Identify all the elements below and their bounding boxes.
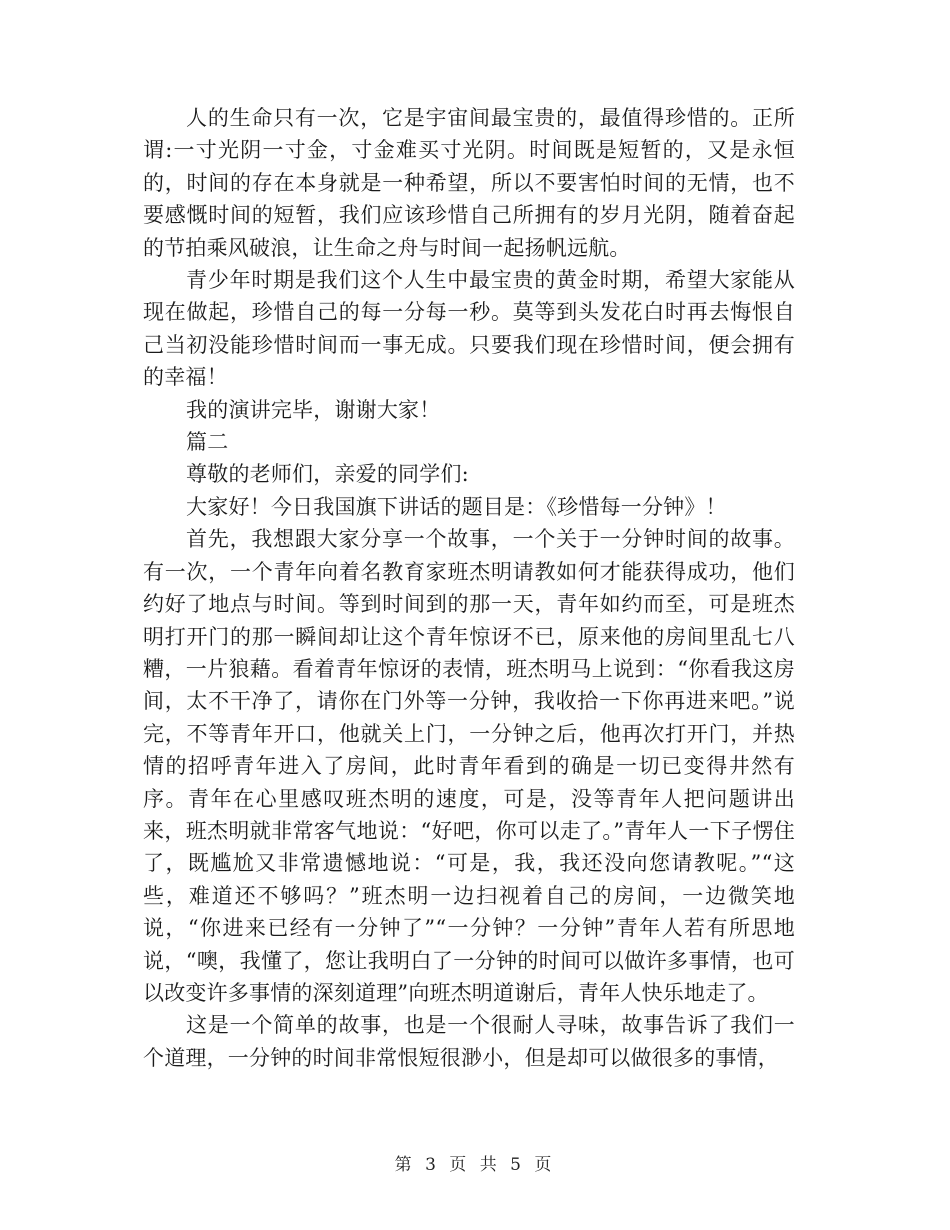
page-number-footer: 第 3 页 共 5 页: [394, 1155, 556, 1175]
paragraph-salutation: 尊敬的老师们，亲爱的同学们:: [186, 462, 469, 487]
section-heading-part-two: 篇二: [186, 430, 229, 455]
paragraph-youth: 青少年时期是我们这个人生中最宝贵的黄金时期，希望大家能从现在做起，珍惜自己的每一分每一秒。莫等到头发花白时再去悔恨自己当初没能珍惜时间而一事无成。只要我们现在珍惜时间，便会拥有的幸福！: [143, 268, 795, 390]
paragraph-life-once: 人的生命只有一次，它是宇宙间最宝贵的，最值得珍惜的。正所谓:一寸光阴一寸金，寸金难买寸光阴。时间既是短暂的，又是永恒的，时间的存在本身就是一种希望，所以不要害怕时间的无情，也不要感慨时间的短暂，我们应该珍惜自己所拥有的岁月光阴，随着奋起的节拍乘风破浪，让生命之舟与时间一起扬帆远航。: [143, 106, 795, 260]
document-body: [143, 102, 795, 1074]
paragraph-speech-end: 我的演讲完毕，谢谢大家！: [186, 397, 441, 422]
paragraph-greeting: 大家好！今日我国旗下讲话的题目是：《珍惜每一分钟》！: [186, 494, 727, 519]
paragraph-story: 首先，我想跟大家分享一个故事，一个关于一分钟时间的故事。有一次，一个青年向着名教育家班杰明请教如何才能获得成功，他们约好了地点与时间。等到时间到的那一天，青年如约而至，可是班杰明打开门的那一瞬间却让这个青年惊讶不已，原来他的房间里乱七八糟，一片狼藉。看着青年惊讶的表情，班杰明马上说到：“你看我这房间，太不干净了，请你在门外等一分钟，我收拾一下你再进来吧。”说完，不等青年开口，他就关上门，一分钟之后，他再次打开门，并热情的招呼青年进入了房间，此时青年看到的确是一切已变得井然有序。青年在心里感叹班杰明的速度，可是，没等青年人把问题讲出来，班杰明就非常客气地说：“好吧，你可以走了。”青年人一下子愣住了，既尴尬又非常遗憾地说：“可是，我，我还没向您请教呢。”“这些，难道还不够吗？”班杰明一边扫视着自己的房间，一边微笑地说，“你进来已经有一分钟了”“一分钟？一分钟”青年人若有所思地说，“噢，我懂了，您让我明白了一分钟的时间可以做许多事情，也可以改变许多事情的深刻道理”向班杰明道谢后，青年人快乐地走了。: [143, 527, 795, 1005]
paragraph-lesson: 这是一个简单的故事，也是一个很耐人寻味，故事告诉了我们一个道理，一分钟的时间非常恨短很渺小，但是却可以做很多的事情，: [143, 1013, 795, 1070]
